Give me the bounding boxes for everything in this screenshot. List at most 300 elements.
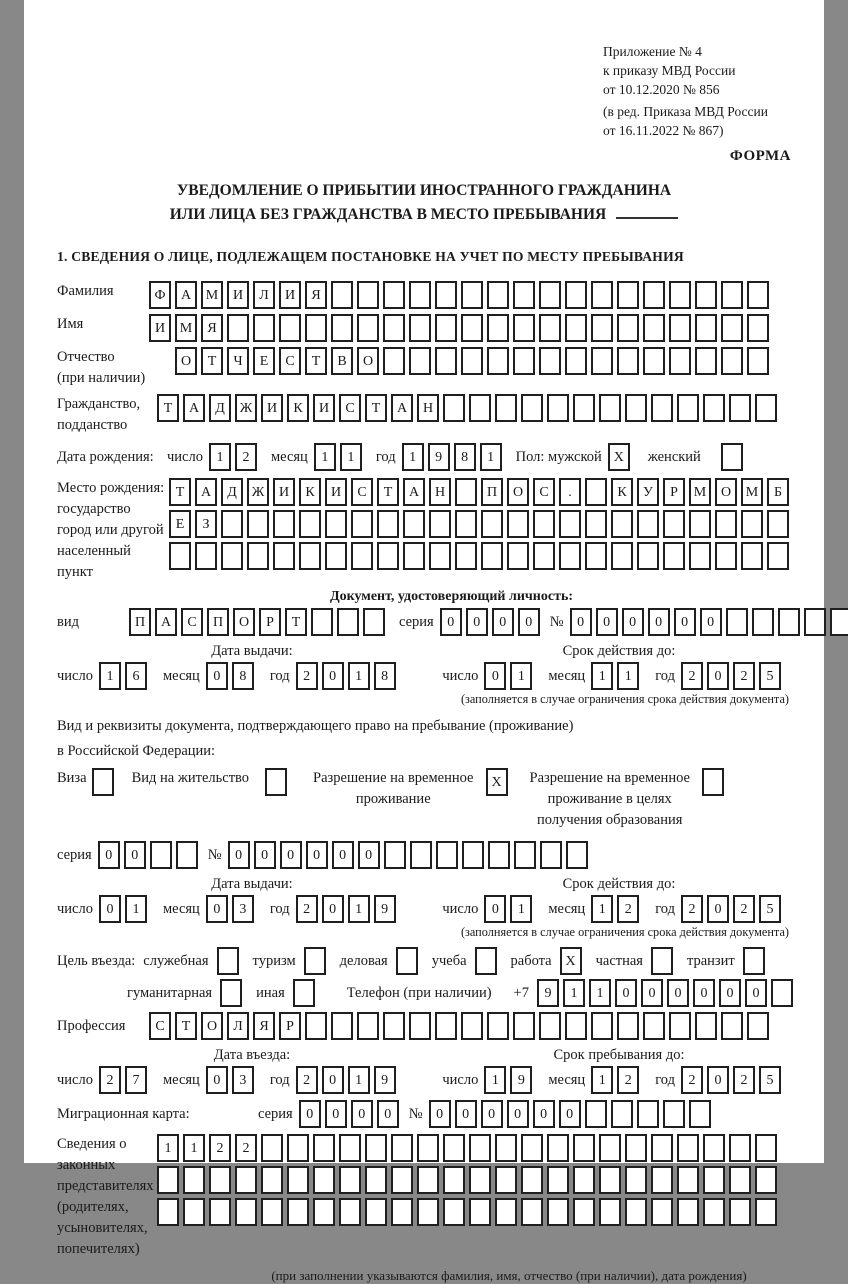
stay-year-cell[interactable]: 5 [759, 1066, 781, 1094]
doc-issue-month-cell[interactable]: 8 [232, 662, 254, 690]
citizenship-cells-cell[interactable] [599, 394, 621, 422]
representatives-row1-cell[interactable] [651, 1134, 673, 1162]
firstname-cells-cell[interactable] [383, 314, 405, 342]
profession-cells-cell[interactable] [331, 1012, 353, 1040]
representatives-row3-cell[interactable] [443, 1198, 465, 1226]
migration-num-cells-cell[interactable]: 0 [455, 1100, 477, 1128]
birth-place-row1-cell[interactable]: О [507, 478, 529, 506]
representatives-row1-cell[interactable] [703, 1134, 725, 1162]
firstname-cells-cell[interactable] [409, 314, 431, 342]
page-number-blank[interactable] [616, 205, 678, 219]
permit-num-cells-cell[interactable]: 0 [332, 841, 354, 869]
birth-place-row1-cell[interactable]: М [741, 478, 763, 506]
doc-kind-cells-cell[interactable]: Т [285, 608, 307, 636]
migration-num-cells-cell[interactable]: 0 [481, 1100, 503, 1128]
birth-place-row2-cell[interactable] [689, 510, 711, 538]
doc-kind-cells-cell[interactable]: П [129, 608, 151, 636]
purpose-work-checkbox-cell[interactable]: X [560, 947, 582, 975]
permit-expiry-year-cell[interactable]: 5 [759, 895, 781, 923]
doc-expiry-day-cell[interactable]: 0 [484, 662, 506, 690]
migration-num-cells-cell[interactable] [585, 1100, 607, 1128]
citizenship-cells-cell[interactable] [573, 394, 595, 422]
education-permit-checkbox-cell[interactable] [702, 768, 724, 796]
birth-place-row3-cell[interactable] [715, 542, 737, 570]
firstname-cells-cell[interactable] [435, 314, 457, 342]
surname-cells-cell[interactable] [747, 281, 769, 309]
profession-cells-cell[interactable]: Р [279, 1012, 301, 1040]
phone-cells-cell[interactable]: 9 [537, 979, 559, 1007]
permit-expiry-day-cell[interactable]: 1 [510, 895, 532, 923]
representatives-row2-cell[interactable] [651, 1166, 673, 1194]
surname-cells-cell[interactable] [669, 281, 691, 309]
birth-place-row2-cell[interactable] [377, 510, 399, 538]
birth-month-cells-cell[interactable]: 1 [314, 443, 336, 471]
doc-issue-month-cell[interactable]: 0 [206, 662, 228, 690]
birth-place-row2-cell[interactable] [663, 510, 685, 538]
citizenship-cells-cell[interactable]: Т [365, 394, 387, 422]
representatives-row1-cell[interactable] [365, 1134, 387, 1162]
citizenship-cells-cell[interactable] [677, 394, 699, 422]
representatives-row2-cell[interactable] [417, 1166, 439, 1194]
doc-kind-cells-cell[interactable] [363, 608, 385, 636]
firstname-cells-cell[interactable] [227, 314, 249, 342]
surname-cells-cell[interactable] [435, 281, 457, 309]
citizenship-cells-cell[interactable] [651, 394, 673, 422]
profession-cells-cell[interactable] [357, 1012, 379, 1040]
permit-issue-day-cell[interactable]: 0 [99, 895, 121, 923]
surname-cells-cell[interactable] [695, 281, 717, 309]
birth-place-row2-cell[interactable] [611, 510, 633, 538]
migration-seria-cells-cell[interactable]: 0 [299, 1100, 321, 1128]
birth-place-row2-cell[interactable] [299, 510, 321, 538]
representatives-row3-cell[interactable] [469, 1198, 491, 1226]
birth-place-row3-cell[interactable] [637, 542, 659, 570]
birth-place-row1-cell[interactable]: Ж [247, 478, 269, 506]
migration-num-cells-cell[interactable] [611, 1100, 633, 1128]
purpose-transit-checkbox-cell[interactable] [743, 947, 765, 975]
representatives-row3-cell[interactable] [573, 1198, 595, 1226]
birth-year-cells-cell[interactable]: 8 [454, 443, 476, 471]
birth-place-row1-cell[interactable]: У [637, 478, 659, 506]
migration-num-cells-cell[interactable]: 0 [429, 1100, 451, 1128]
birth-place-row2-cell[interactable] [533, 510, 555, 538]
permit-num-cells-cell[interactable] [436, 841, 458, 869]
doc-num-cells-cell[interactable]: 0 [596, 608, 618, 636]
citizenship-cells-cell[interactable] [469, 394, 491, 422]
permit-seria-cells-cell[interactable] [150, 841, 172, 869]
doc-expiry-day-cell[interactable]: 1 [510, 662, 532, 690]
birth-place-row2-cell[interactable]: Е [169, 510, 191, 538]
profession-cells-cell[interactable] [461, 1012, 483, 1040]
representatives-row3-cell[interactable] [183, 1198, 205, 1226]
stay-day-cell[interactable]: 1 [484, 1066, 506, 1094]
birth-place-row1-cell[interactable]: С [533, 478, 555, 506]
birth-place-row2-cell[interactable] [481, 510, 503, 538]
citizenship-cells-cell[interactable] [547, 394, 569, 422]
doc-num-cells-cell[interactable]: 0 [648, 608, 670, 636]
citizenship-cells-cell[interactable] [521, 394, 543, 422]
profession-cells-cell[interactable] [695, 1012, 717, 1040]
doc-seria-cells-cell[interactable]: 0 [466, 608, 488, 636]
profession-cells-cell[interactable] [669, 1012, 691, 1040]
doc-expiry-year-cell[interactable]: 5 [759, 662, 781, 690]
doc-expiry-year-cell[interactable]: 2 [681, 662, 703, 690]
phone-cells-cell[interactable]: 1 [563, 979, 585, 1007]
birth-place-row2-cell[interactable] [247, 510, 269, 538]
birth-place-row2-cell[interactable] [559, 510, 581, 538]
firstname-cells-cell[interactable] [643, 314, 665, 342]
birth-place-row1-cell[interactable]: А [195, 478, 217, 506]
phone-cells-cell[interactable] [771, 979, 793, 1007]
permit-seria-cells-cell[interactable]: 0 [98, 841, 120, 869]
permit-seria-cells-cell[interactable]: 0 [124, 841, 146, 869]
birth-place-row3-cell[interactable] [533, 542, 555, 570]
representatives-row1-cell[interactable] [677, 1134, 699, 1162]
birth-place-row2-cell[interactable] [741, 510, 763, 538]
surname-cells-cell[interactable]: М [201, 281, 223, 309]
representatives-row1-cell[interactable] [599, 1134, 621, 1162]
patronymic-cells-cell[interactable]: С [279, 347, 301, 375]
purpose-other-checkbox-cell[interactable] [293, 979, 315, 1007]
phone-cells-cell[interactable]: 0 [745, 979, 767, 1007]
citizenship-cells-cell[interactable]: К [287, 394, 309, 422]
representatives-row3-cell[interactable] [599, 1198, 621, 1226]
entry-day-cell[interactable]: 2 [99, 1066, 121, 1094]
permit-num-cells-cell[interactable]: 0 [280, 841, 302, 869]
patronymic-cells-cell[interactable] [435, 347, 457, 375]
representatives-row1-cell[interactable] [547, 1134, 569, 1162]
permit-expiry-year-cell[interactable]: 0 [707, 895, 729, 923]
doc-num-cells-cell[interactable] [830, 608, 848, 636]
representatives-row2-cell[interactable] [235, 1166, 257, 1194]
birth-month-cells-cell[interactable]: 1 [340, 443, 362, 471]
doc-issue-year-cell[interactable]: 0 [322, 662, 344, 690]
surname-cells-cell[interactable] [721, 281, 743, 309]
permit-issue-month-cell[interactable]: 0 [206, 895, 228, 923]
patronymic-cells-cell[interactable] [487, 347, 509, 375]
representatives-row1-cell[interactable] [755, 1134, 777, 1162]
profession-cells-cell[interactable] [409, 1012, 431, 1040]
temporary-permit-checkbox-cell[interactable]: X [486, 768, 508, 796]
permit-issue-month-cell[interactable]: 3 [232, 895, 254, 923]
representatives-row1-cell[interactable] [313, 1134, 335, 1162]
patronymic-cells-cell[interactable]: Е [253, 347, 275, 375]
permit-num-cells-cell[interactable] [462, 841, 484, 869]
citizenship-cells-cell[interactable]: Т [157, 394, 179, 422]
migration-num-cells-cell[interactable]: 0 [533, 1100, 555, 1128]
firstname-cells-cell[interactable] [253, 314, 275, 342]
birth-place-row1-cell[interactable]: Р [663, 478, 685, 506]
birth-place-row3-cell[interactable] [221, 542, 243, 570]
birth-year-cells-cell[interactable]: 1 [402, 443, 424, 471]
representatives-row3-cell[interactable] [547, 1198, 569, 1226]
firstname-cells-cell[interactable] [487, 314, 509, 342]
birth-place-row1-cell[interactable]: П [481, 478, 503, 506]
purpose-private-checkbox-cell[interactable] [651, 947, 673, 975]
stay-year-cell[interactable]: 2 [733, 1066, 755, 1094]
representatives-row3-cell[interactable] [677, 1198, 699, 1226]
representatives-row3-cell[interactable] [755, 1198, 777, 1226]
birth-place-row1-cell[interactable]: Т [169, 478, 191, 506]
representatives-row2-cell[interactable] [157, 1166, 179, 1194]
representatives-row3-cell[interactable] [495, 1198, 517, 1226]
doc-issue-year-cell[interactable]: 8 [374, 662, 396, 690]
permit-num-cells-cell[interactable]: 0 [358, 841, 380, 869]
surname-cells-cell[interactable] [643, 281, 665, 309]
representatives-row1-cell[interactable] [443, 1134, 465, 1162]
representatives-row2-cell[interactable] [391, 1166, 413, 1194]
permit-expiry-month-cell[interactable]: 2 [617, 895, 639, 923]
citizenship-cells-cell[interactable]: С [339, 394, 361, 422]
permit-num-cells-cell[interactable] [384, 841, 406, 869]
representatives-row2-cell[interactable] [755, 1166, 777, 1194]
firstname-cells-cell[interactable] [279, 314, 301, 342]
patronymic-cells-cell[interactable] [513, 347, 535, 375]
birth-place-row1-cell[interactable]: И [325, 478, 347, 506]
citizenship-cells-cell[interactable]: А [183, 394, 205, 422]
firstname-cells-cell[interactable]: Я [201, 314, 223, 342]
doc-expiry-month-cell[interactable]: 1 [617, 662, 639, 690]
surname-cells-cell[interactable] [565, 281, 587, 309]
female-checkbox-cell[interactable] [721, 443, 743, 471]
representatives-row2-cell[interactable] [287, 1166, 309, 1194]
representatives-row2-cell[interactable] [599, 1166, 621, 1194]
birth-place-row1-cell[interactable]: А [403, 478, 425, 506]
patronymic-cells-cell[interactable] [539, 347, 561, 375]
representatives-row1-cell[interactable]: 1 [157, 1134, 179, 1162]
representatives-row2-cell[interactable] [261, 1166, 283, 1194]
citizenship-cells-cell[interactable] [755, 394, 777, 422]
doc-kind-cells-cell[interactable]: Р [259, 608, 281, 636]
permit-num-cells-cell[interactable] [566, 841, 588, 869]
profession-cells-cell[interactable]: Я [253, 1012, 275, 1040]
doc-num-cells-cell[interactable] [778, 608, 800, 636]
patronymic-cells-cell[interactable] [383, 347, 405, 375]
permit-expiry-year-cell[interactable]: 2 [733, 895, 755, 923]
migration-num-cells-cell[interactable] [689, 1100, 711, 1128]
birth-place-row3-cell[interactable] [741, 542, 763, 570]
permit-num-cells-cell[interactable] [488, 841, 510, 869]
phone-cells-cell[interactable]: 0 [719, 979, 741, 1007]
doc-num-cells-cell[interactable] [752, 608, 774, 636]
birth-place-row3-cell[interactable] [273, 542, 295, 570]
birth-place-row2-cell[interactable] [637, 510, 659, 538]
permit-num-cells-cell[interactable] [410, 841, 432, 869]
profession-cells-cell[interactable] [591, 1012, 613, 1040]
birth-place-row1-cell[interactable]: . [559, 478, 581, 506]
profession-cells-cell[interactable]: О [201, 1012, 223, 1040]
representatives-row1-cell[interactable] [391, 1134, 413, 1162]
representatives-row3-cell[interactable] [417, 1198, 439, 1226]
birth-place-row2-cell[interactable] [351, 510, 373, 538]
birth-place-row3-cell[interactable] [767, 542, 789, 570]
patronymic-cells-cell[interactable]: Т [201, 347, 223, 375]
representatives-row2-cell[interactable] [443, 1166, 465, 1194]
profession-cells-cell[interactable] [643, 1012, 665, 1040]
citizenship-cells-cell[interactable] [703, 394, 725, 422]
phone-cells-cell[interactable]: 1 [589, 979, 611, 1007]
representatives-row2-cell[interactable] [521, 1166, 543, 1194]
patronymic-cells-cell[interactable] [591, 347, 613, 375]
surname-cells-cell[interactable] [617, 281, 639, 309]
permit-issue-year-cell[interactable]: 0 [322, 895, 344, 923]
representatives-row1-cell[interactable]: 1 [183, 1134, 205, 1162]
permit-expiry-day-cell[interactable]: 0 [484, 895, 506, 923]
birth-place-row2-cell[interactable]: З [195, 510, 217, 538]
representatives-row2-cell[interactable] [469, 1166, 491, 1194]
birth-place-row1-cell[interactable] [585, 478, 607, 506]
citizenship-cells-cell[interactable]: Д [209, 394, 231, 422]
patronymic-cells-cell[interactable] [565, 347, 587, 375]
purpose-humanitarian-checkbox-cell[interactable] [220, 979, 242, 1007]
patronymic-cells-cell[interactable] [669, 347, 691, 375]
doc-kind-cells-cell[interactable]: С [181, 608, 203, 636]
representatives-row3-cell[interactable] [391, 1198, 413, 1226]
permit-issue-year-cell[interactable]: 1 [348, 895, 370, 923]
permit-num-cells-cell[interactable] [540, 841, 562, 869]
representatives-row1-cell[interactable]: 2 [209, 1134, 231, 1162]
birth-place-row2-cell[interactable] [273, 510, 295, 538]
patronymic-cells-cell[interactable] [695, 347, 717, 375]
doc-kind-cells-cell[interactable]: А [155, 608, 177, 636]
firstname-cells-cell[interactable] [617, 314, 639, 342]
surname-cells-cell[interactable]: И [227, 281, 249, 309]
representatives-row3-cell[interactable] [261, 1198, 283, 1226]
representatives-row1-cell[interactable] [417, 1134, 439, 1162]
birth-place-row1-cell[interactable]: О [715, 478, 737, 506]
doc-issue-day-cell[interactable]: 1 [99, 662, 121, 690]
representatives-row1-cell[interactable] [469, 1134, 491, 1162]
representatives-row2-cell[interactable] [729, 1166, 751, 1194]
birth-place-row1-cell[interactable]: Т [377, 478, 399, 506]
representatives-row3-cell[interactable] [339, 1198, 361, 1226]
phone-cells-cell[interactable]: 0 [667, 979, 689, 1007]
profession-cells-cell[interactable]: Л [227, 1012, 249, 1040]
birth-place-row3-cell[interactable] [403, 542, 425, 570]
birth-place-row3-cell[interactable] [429, 542, 451, 570]
representatives-row1-cell[interactable] [287, 1134, 309, 1162]
representatives-row1-cell[interactable] [573, 1134, 595, 1162]
permit-issue-year-cell[interactable]: 2 [296, 895, 318, 923]
patronymic-cells-cell[interactable] [461, 347, 483, 375]
doc-seria-cells-cell[interactable]: 0 [492, 608, 514, 636]
purpose-tourism-checkbox-cell[interactable] [304, 947, 326, 975]
phone-cells-cell[interactable]: 0 [641, 979, 663, 1007]
birth-day-cells-cell[interactable]: 1 [209, 443, 231, 471]
firstname-cells-cell[interactable] [591, 314, 613, 342]
profession-cells-cell[interactable] [513, 1012, 535, 1040]
surname-cells-cell[interactable]: Л [253, 281, 275, 309]
doc-expiry-year-cell[interactable]: 0 [707, 662, 729, 690]
permit-num-cells-cell[interactable]: 0 [306, 841, 328, 869]
doc-num-cells-cell[interactable]: 0 [570, 608, 592, 636]
doc-issue-year-cell[interactable]: 1 [348, 662, 370, 690]
citizenship-cells-cell[interactable]: Ж [235, 394, 257, 422]
stay-month-cell[interactable]: 2 [617, 1066, 639, 1094]
surname-cells-cell[interactable] [383, 281, 405, 309]
doc-kind-cells-cell[interactable]: П [207, 608, 229, 636]
firstname-cells-cell[interactable] [695, 314, 717, 342]
birth-place-row2-cell[interactable] [325, 510, 347, 538]
permit-num-cells-cell[interactable] [514, 841, 536, 869]
birth-place-row3-cell[interactable] [247, 542, 269, 570]
firstname-cells-cell[interactable] [461, 314, 483, 342]
doc-issue-day-cell[interactable]: 6 [125, 662, 147, 690]
residence-permit-checkbox-cell[interactable] [265, 768, 287, 796]
doc-num-cells-cell[interactable] [804, 608, 826, 636]
birth-place-row3-cell[interactable] [663, 542, 685, 570]
migration-num-cells-cell[interactable]: 0 [559, 1100, 581, 1128]
citizenship-cells-cell[interactable]: И [313, 394, 335, 422]
profession-cells-cell[interactable] [383, 1012, 405, 1040]
migration-num-cells-cell[interactable]: 0 [507, 1100, 529, 1128]
profession-cells-cell[interactable] [487, 1012, 509, 1040]
firstname-cells-cell[interactable] [357, 314, 379, 342]
citizenship-cells-cell[interactable] [625, 394, 647, 422]
birth-place-row1-cell[interactable]: М [689, 478, 711, 506]
phone-cells-cell[interactable]: 0 [615, 979, 637, 1007]
patronymic-cells-cell[interactable]: О [357, 347, 379, 375]
firstname-cells-cell[interactable] [669, 314, 691, 342]
surname-cells-cell[interactable] [591, 281, 613, 309]
entry-year-cell[interactable]: 2 [296, 1066, 318, 1094]
phone-cells-cell[interactable]: 0 [693, 979, 715, 1007]
birth-place-row3-cell[interactable] [689, 542, 711, 570]
birth-place-row1-cell[interactable] [455, 478, 477, 506]
stay-day-cell[interactable]: 9 [510, 1066, 532, 1094]
doc-num-cells-cell[interactable] [726, 608, 748, 636]
birth-place-row2-cell[interactable] [403, 510, 425, 538]
permit-issue-day-cell[interactable]: 1 [125, 895, 147, 923]
doc-kind-cells-cell[interactable] [311, 608, 333, 636]
patronymic-cells-cell[interactable] [617, 347, 639, 375]
patronymic-cells-cell[interactable]: О [175, 347, 197, 375]
birth-place-row1-cell[interactable]: К [299, 478, 321, 506]
entry-month-cell[interactable]: 3 [232, 1066, 254, 1094]
representatives-row1-cell[interactable] [495, 1134, 517, 1162]
surname-cells-cell[interactable] [487, 281, 509, 309]
representatives-row1-cell[interactable] [625, 1134, 647, 1162]
patronymic-cells-cell[interactable] [747, 347, 769, 375]
representatives-row2-cell[interactable] [703, 1166, 725, 1194]
permit-num-cells-cell[interactable]: 0 [228, 841, 250, 869]
representatives-row3-cell[interactable] [235, 1198, 257, 1226]
entry-day-cell[interactable]: 7 [125, 1066, 147, 1094]
profession-cells-cell[interactable] [747, 1012, 769, 1040]
birth-place-row1-cell[interactable]: Б [767, 478, 789, 506]
patronymic-cells-cell[interactable]: Т [305, 347, 327, 375]
birth-place-row3-cell[interactable] [585, 542, 607, 570]
doc-num-cells-cell[interactable]: 0 [622, 608, 644, 636]
surname-cells-cell[interactable]: А [175, 281, 197, 309]
representatives-row2-cell[interactable] [209, 1166, 231, 1194]
birth-place-row2-cell[interactable] [767, 510, 789, 538]
birth-place-row3-cell[interactable] [299, 542, 321, 570]
firstname-cells-cell[interactable] [331, 314, 353, 342]
doc-kind-cells-cell[interactable]: О [233, 608, 255, 636]
surname-cells-cell[interactable] [331, 281, 353, 309]
surname-cells-cell[interactable] [357, 281, 379, 309]
representatives-row3-cell[interactable] [729, 1198, 751, 1226]
male-checkbox-cell[interactable]: X [608, 443, 630, 471]
doc-kind-cells-cell[interactable] [337, 608, 359, 636]
migration-seria-cells-cell[interactable]: 0 [377, 1100, 399, 1128]
representatives-row2-cell[interactable] [677, 1166, 699, 1194]
birth-place-row1-cell[interactable]: И [273, 478, 295, 506]
representatives-row2-cell[interactable] [547, 1166, 569, 1194]
entry-year-cell[interactable]: 0 [322, 1066, 344, 1094]
visa-checkbox-cell[interactable] [92, 768, 114, 796]
